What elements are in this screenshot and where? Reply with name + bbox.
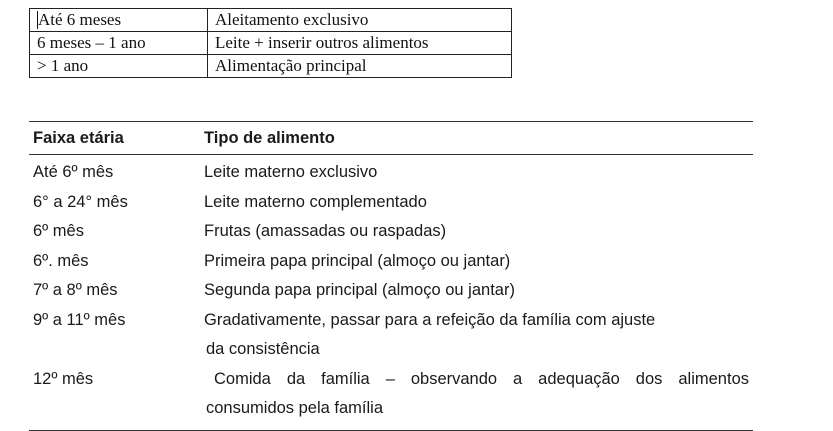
food-line: da consistência (206, 340, 320, 358)
age-cell: > 1 ano (30, 55, 208, 78)
age-cell: 6° a 24° mês (33, 192, 128, 211)
age-cell: 9º a 11º mês (33, 310, 126, 329)
food-cell (204, 365, 753, 424)
table-row (29, 217, 753, 247)
table-row (30, 55, 512, 78)
food-line: consumidos pela família (206, 399, 384, 417)
table-row (29, 306, 753, 365)
food-cell: Alimentação principal (208, 55, 512, 78)
food-cell: Leite materno exclusivo (204, 163, 378, 181)
food-cell: Aleitamento exclusivo (208, 9, 512, 32)
table-row (30, 32, 512, 55)
bottom-rule (29, 430, 753, 431)
feeding-table-simple (29, 8, 512, 78)
age-cell: Até 6º mês (33, 163, 114, 181)
food-cell: Primeira papa principal (almoço ou jantar) (204, 251, 511, 270)
table-row (29, 365, 753, 424)
food-line: Comida da família – observando a adequação dos alimentos (214, 369, 749, 388)
age-cell: 6º mês (33, 222, 84, 240)
age-cell: 6 meses – 1 ano (30, 32, 208, 55)
age-cell: 12º mês (33, 369, 94, 388)
food-cell: Leite + inserir outros alimentos (208, 32, 512, 55)
food-cell: Segunda papa principal (almoço ou jantar) (204, 281, 515, 299)
age-cell: 6º. mês (33, 251, 89, 270)
food-line: Gradativamente, passar para a refeição da família com ajuste (204, 310, 656, 329)
table-row (29, 276, 753, 306)
feeding-table-detailed (29, 121, 753, 431)
age-cell: 7º a 8º mês (33, 281, 118, 299)
text-cursor (37, 11, 38, 29)
table-row (29, 158, 753, 188)
food-cell: Frutas (amassadas ou raspadas) (204, 222, 447, 240)
table-body (29, 155, 753, 430)
table-row (29, 247, 753, 277)
age-cell: Até 6 meses (30, 9, 208, 32)
header-age: Faixa etária (33, 128, 124, 147)
food-cell: Leite materno complementado (204, 192, 427, 211)
table-row (29, 188, 753, 218)
table-header-row (29, 122, 753, 154)
food-cell (204, 306, 753, 365)
table-row (30, 9, 512, 32)
header-food: Tipo de alimento (204, 128, 335, 147)
